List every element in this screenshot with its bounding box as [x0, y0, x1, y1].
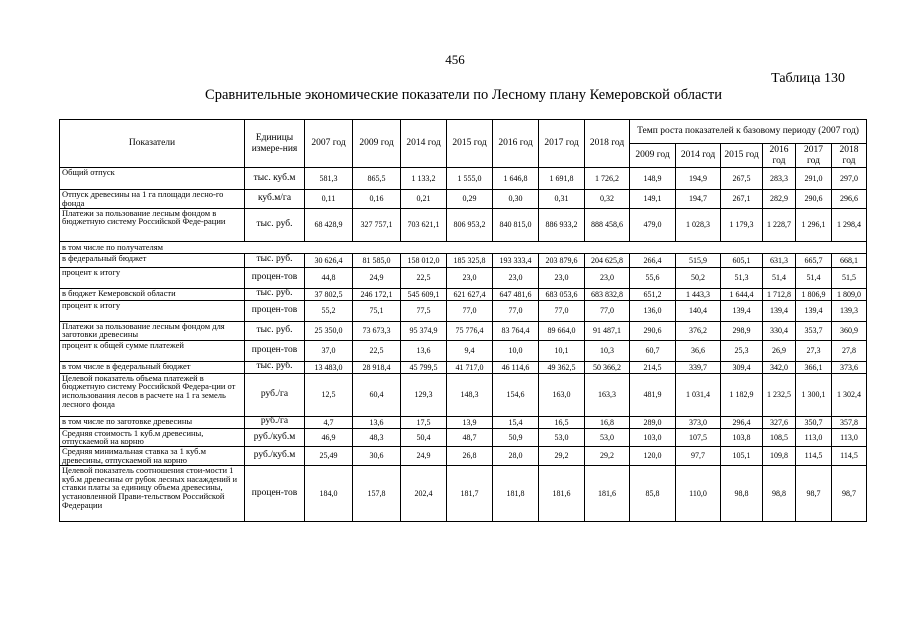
growth-cell: 1 806,9 — [796, 288, 832, 300]
value-cell: 77,0 — [447, 300, 493, 321]
growth-cell: 1 228,7 — [763, 208, 796, 241]
header-growth-year: 2015 год — [721, 144, 763, 168]
growth-cell: 309,4 — [721, 361, 763, 373]
value-cell: 30,6 — [353, 447, 401, 466]
table-row — [60, 373, 867, 416]
value-cell: 41 717,0 — [447, 361, 493, 373]
value-cell: 246 172,1 — [353, 288, 401, 300]
growth-cell: 327,6 — [763, 416, 796, 428]
table-body — [60, 168, 867, 522]
value-cell: 703 621,1 — [401, 208, 447, 241]
header-year: 2017 год — [539, 120, 585, 168]
growth-cell: 366,1 — [796, 361, 832, 373]
value-cell: 184,0 — [305, 465, 353, 521]
growth-cell: 350,7 — [796, 416, 832, 428]
value-cell: 865,5 — [353, 168, 401, 190]
growth-cell: 26,9 — [763, 340, 796, 361]
value-cell: 89 664,0 — [539, 321, 585, 340]
value-cell: 53,0 — [585, 428, 630, 447]
growth-cell: 25,3 — [721, 340, 763, 361]
indicator-name: Средняя стоимость 1 куб.м древесины, отпускаемой на корню — [60, 428, 245, 447]
growth-cell: 267,1 — [721, 190, 763, 209]
header-year: 2014 год — [401, 120, 447, 168]
value-cell: 68 428,9 — [305, 208, 353, 241]
growth-cell: 1 300,1 — [796, 373, 832, 416]
value-cell: 0,29 — [447, 190, 493, 209]
value-cell: 13 483,0 — [305, 361, 353, 373]
growth-cell: 51,5 — [832, 267, 867, 288]
growth-cell: 296,4 — [721, 416, 763, 428]
value-cell: 204 625,8 — [585, 253, 630, 267]
value-cell: 15,4 — [493, 416, 539, 428]
indicator-name: Отпуск древесины на 1 га площади лесно-го фонда — [60, 190, 245, 209]
header-growth-year: 2017 год — [796, 144, 832, 168]
growth-cell: 139,3 — [832, 300, 867, 321]
growth-cell: 282,9 — [763, 190, 796, 209]
value-cell: 154,6 — [493, 373, 539, 416]
growth-cell: 1 443,3 — [676, 288, 721, 300]
value-cell: 0,32 — [585, 190, 630, 209]
indicator-name: Общий отпуск — [60, 168, 245, 190]
indicator-name: Целевой показатель соотношения стои-мости 1 куб.м древесины от рубок лесных насаждений и ставки платы за единицу объема древесины, установленной Прави-тельством Российской Федерации — [60, 465, 245, 521]
unit-cell: тыс. руб. — [245, 253, 305, 267]
unit-cell: тыс. руб. — [245, 288, 305, 300]
header-growth-year: 2014 год — [676, 144, 721, 168]
table-row — [60, 300, 867, 321]
growth-cell: 481,9 — [630, 373, 676, 416]
growth-cell: 114,5 — [796, 447, 832, 466]
growth-cell: 140,4 — [676, 300, 721, 321]
value-cell: 60,4 — [353, 373, 401, 416]
growth-cell: 103,8 — [721, 428, 763, 447]
table-row — [60, 321, 867, 340]
header-units: Единицы измере-ния — [245, 120, 305, 168]
unit-cell: руб./га — [245, 416, 305, 428]
value-cell: 683 053,6 — [539, 288, 585, 300]
growth-cell: 194,7 — [676, 190, 721, 209]
value-cell: 50,9 — [493, 428, 539, 447]
growth-cell: 1 232,5 — [763, 373, 796, 416]
growth-cell: 27,3 — [796, 340, 832, 361]
growth-cell: 665,7 — [796, 253, 832, 267]
header-year: 2007 год — [305, 120, 353, 168]
value-cell: 45 799,5 — [401, 361, 447, 373]
value-cell: 55,2 — [305, 300, 353, 321]
table-row — [60, 190, 867, 209]
value-cell: 48,7 — [447, 428, 493, 447]
value-cell: 148,3 — [447, 373, 493, 416]
growth-cell: 266,4 — [630, 253, 676, 267]
value-cell: 17,5 — [401, 416, 447, 428]
growth-cell: 50,2 — [676, 267, 721, 288]
growth-cell: 148,9 — [630, 168, 676, 190]
growth-cell: 283,3 — [763, 168, 796, 190]
growth-cell: 110,0 — [676, 465, 721, 521]
indicator-name: в том числе по заготовке древесины — [60, 416, 245, 428]
growth-cell: 55,6 — [630, 267, 676, 288]
table-label: Таблица 130 — [771, 71, 845, 86]
growth-cell: 289,0 — [630, 416, 676, 428]
value-cell: 13,6 — [401, 340, 447, 361]
value-cell: 4,7 — [305, 416, 353, 428]
growth-cell: 1 298,4 — [832, 208, 867, 241]
unit-cell: руб./куб.м — [245, 428, 305, 447]
value-cell: 22,5 — [353, 340, 401, 361]
value-cell: 157,8 — [353, 465, 401, 521]
indicator-name: Платежи за пользование лесным фондом в бюджетную систему Российской Феде-рации — [60, 208, 245, 241]
value-cell: 37 802,5 — [305, 288, 353, 300]
header-growth-year: 2009 год — [630, 144, 676, 168]
value-cell: 29,2 — [585, 447, 630, 466]
table-row — [60, 288, 867, 300]
value-cell: 327 757,1 — [353, 208, 401, 241]
table-section-row — [60, 241, 867, 253]
growth-cell: 360,9 — [832, 321, 867, 340]
value-cell: 181,8 — [493, 465, 539, 521]
value-cell: 28 918,4 — [353, 361, 401, 373]
growth-cell: 605,1 — [721, 253, 763, 267]
value-cell: 23,0 — [539, 267, 585, 288]
value-cell: 202,4 — [401, 465, 447, 521]
value-cell: 0,30 — [493, 190, 539, 209]
growth-cell: 668,1 — [832, 253, 867, 267]
unit-cell: руб./га — [245, 373, 305, 416]
growth-cell: 139,4 — [763, 300, 796, 321]
growth-cell: 330,4 — [763, 321, 796, 340]
unit-cell: тыс. руб. — [245, 208, 305, 241]
growth-cell: 357,8 — [832, 416, 867, 428]
growth-cell: 1 296,1 — [796, 208, 832, 241]
section-label: в том числе по получателям — [60, 241, 867, 253]
value-cell: 621 627,4 — [447, 288, 493, 300]
value-cell: 185 325,8 — [447, 253, 493, 267]
table-row — [60, 253, 867, 267]
value-cell: 77,0 — [585, 300, 630, 321]
growth-cell: 479,0 — [630, 208, 676, 241]
value-cell: 10,3 — [585, 340, 630, 361]
value-cell: 77,0 — [539, 300, 585, 321]
value-cell: 12,5 — [305, 373, 353, 416]
unit-cell: тыс. руб. — [245, 321, 305, 340]
header-indicators: Показатели — [60, 120, 245, 168]
value-cell: 49 362,5 — [539, 361, 585, 373]
growth-cell: 376,2 — [676, 321, 721, 340]
value-cell: 46,9 — [305, 428, 353, 447]
value-cell: 806 953,2 — [447, 208, 493, 241]
value-cell: 50,4 — [401, 428, 447, 447]
header-growth: Темп роста показателей к базовому периоду (2007 год) — [630, 120, 867, 144]
value-cell: 75,1 — [353, 300, 401, 321]
unit-cell: тыс. руб. — [245, 361, 305, 373]
value-cell: 10,1 — [539, 340, 585, 361]
value-cell: 888 458,6 — [585, 208, 630, 241]
value-cell: 22,5 — [401, 267, 447, 288]
table-row — [60, 447, 867, 466]
indicators-table — [59, 119, 867, 522]
table-row — [60, 208, 867, 241]
header-year: 2015 год — [447, 120, 493, 168]
unit-cell: процен-тов — [245, 267, 305, 288]
growth-cell: 27,8 — [832, 340, 867, 361]
value-cell: 10,0 — [493, 340, 539, 361]
growth-cell: 97,7 — [676, 447, 721, 466]
growth-cell: 60,7 — [630, 340, 676, 361]
growth-cell: 373,0 — [676, 416, 721, 428]
value-cell: 25 350,0 — [305, 321, 353, 340]
table-row — [60, 168, 867, 190]
growth-cell: 214,5 — [630, 361, 676, 373]
value-cell: 0,16 — [353, 190, 401, 209]
value-cell: 24,9 — [353, 267, 401, 288]
growth-cell: 631,3 — [763, 253, 796, 267]
growth-cell: 296,6 — [832, 190, 867, 209]
growth-cell: 1 302,4 — [832, 373, 867, 416]
indicator-name: Платежи за пользование лесным фондом для заготовки древесины — [60, 321, 245, 340]
growth-cell: 136,0 — [630, 300, 676, 321]
growth-cell: 120,0 — [630, 447, 676, 466]
growth-cell: 103,0 — [630, 428, 676, 447]
value-cell: 26,8 — [447, 447, 493, 466]
unit-cell: куб.м/га — [245, 190, 305, 209]
value-cell: 24,9 — [401, 447, 447, 466]
value-cell: 16,8 — [585, 416, 630, 428]
value-cell: 0,31 — [539, 190, 585, 209]
value-cell: 48,3 — [353, 428, 401, 447]
value-cell: 16,5 — [539, 416, 585, 428]
value-cell: 647 481,6 — [493, 288, 539, 300]
growth-cell: 109,8 — [763, 447, 796, 466]
value-cell: 50 366,2 — [585, 361, 630, 373]
value-cell: 73 673,3 — [353, 321, 401, 340]
indicator-name: Средняя минимальная ставка за 1 куб.м древесины, отпускаемой на корню — [60, 447, 245, 466]
value-cell: 158 012,0 — [401, 253, 447, 267]
table-title: Сравнительные экономические показатели по Лесному плану Кемеровской области — [205, 87, 722, 103]
value-cell: 181,7 — [447, 465, 493, 521]
value-cell: 95 374,9 — [401, 321, 447, 340]
value-cell: 203 879,6 — [539, 253, 585, 267]
unit-cell: процен-тов — [245, 300, 305, 321]
value-cell: 28,0 — [493, 447, 539, 466]
value-cell: 0,11 — [305, 190, 353, 209]
value-cell: 53,0 — [539, 428, 585, 447]
growth-cell: 98,7 — [796, 465, 832, 521]
value-cell: 81 585,0 — [353, 253, 401, 267]
table-row — [60, 361, 867, 373]
table-header — [60, 120, 867, 168]
value-cell: 44,8 — [305, 267, 353, 288]
table-row — [60, 428, 867, 447]
growth-cell: 373,6 — [832, 361, 867, 373]
growth-cell: 51,4 — [796, 267, 832, 288]
growth-cell: 51,3 — [721, 267, 763, 288]
value-cell: 1 726,2 — [585, 168, 630, 190]
header-year: 2016 год — [493, 120, 539, 168]
value-cell: 9,4 — [447, 340, 493, 361]
growth-cell: 291,0 — [796, 168, 832, 190]
growth-cell: 1 179,3 — [721, 208, 763, 241]
header-year: 2018 год — [585, 120, 630, 168]
value-cell: 1 691,8 — [539, 168, 585, 190]
growth-cell: 290,6 — [630, 321, 676, 340]
unit-cell: процен-тов — [245, 465, 305, 521]
growth-cell: 98,8 — [721, 465, 763, 521]
growth-cell: 105,1 — [721, 447, 763, 466]
growth-cell: 113,0 — [832, 428, 867, 447]
value-cell: 75 776,4 — [447, 321, 493, 340]
growth-cell: 113,0 — [796, 428, 832, 447]
indicator-name: Целевой показатель объема платежей в бюджетную систему Российской Федера-ции от использования лесов в расчете на 1 га земель лесного фонда — [60, 373, 245, 416]
growth-cell: 290,6 — [796, 190, 832, 209]
growth-cell: 51,4 — [763, 267, 796, 288]
value-cell: 13,9 — [447, 416, 493, 428]
table-row — [60, 267, 867, 288]
growth-cell: 1 644,4 — [721, 288, 763, 300]
growth-cell: 515,9 — [676, 253, 721, 267]
value-cell: 1 555,0 — [447, 168, 493, 190]
growth-cell: 298,9 — [721, 321, 763, 340]
growth-cell: 297,0 — [832, 168, 867, 190]
growth-cell: 36,6 — [676, 340, 721, 361]
value-cell: 163,0 — [539, 373, 585, 416]
unit-cell: руб./куб.м — [245, 447, 305, 466]
value-cell: 23,0 — [585, 267, 630, 288]
page-number: 456 — [445, 52, 465, 67]
growth-cell: 339,7 — [676, 361, 721, 373]
growth-cell: 149,1 — [630, 190, 676, 209]
header-growth-year: 2018 год — [832, 144, 867, 168]
table-row — [60, 416, 867, 428]
growth-cell: 114,5 — [832, 447, 867, 466]
unit-cell: тыс. куб.м — [245, 168, 305, 190]
table-row — [60, 465, 867, 521]
value-cell: 13,6 — [353, 416, 401, 428]
growth-cell: 1 031,4 — [676, 373, 721, 416]
growth-cell: 98,7 — [832, 465, 867, 521]
value-cell: 181,6 — [539, 465, 585, 521]
value-cell: 30 626,4 — [305, 253, 353, 267]
growth-cell: 1 712,8 — [763, 288, 796, 300]
value-cell: 1 133,2 — [401, 168, 447, 190]
indicator-name: в бюджет Кемеровской области — [60, 288, 245, 300]
growth-cell: 651,2 — [630, 288, 676, 300]
growth-cell: 139,4 — [721, 300, 763, 321]
growth-cell: 139,4 — [796, 300, 832, 321]
value-cell: 77,0 — [493, 300, 539, 321]
growth-cell: 267,5 — [721, 168, 763, 190]
indicator-name: процент к итогу — [60, 267, 245, 288]
growth-cell: 108,5 — [763, 428, 796, 447]
value-cell: 683 832,8 — [585, 288, 630, 300]
unit-cell: процен-тов — [245, 340, 305, 361]
growth-cell: 1 182,9 — [721, 373, 763, 416]
value-cell: 77,5 — [401, 300, 447, 321]
value-cell: 0,21 — [401, 190, 447, 209]
value-cell: 545 609,1 — [401, 288, 447, 300]
table-row — [60, 340, 867, 361]
value-cell: 193 333,4 — [493, 253, 539, 267]
growth-cell: 342,0 — [763, 361, 796, 373]
growth-cell: 85,8 — [630, 465, 676, 521]
growth-cell: 353,7 — [796, 321, 832, 340]
value-cell: 23,0 — [493, 267, 539, 288]
growth-cell: 1 809,0 — [832, 288, 867, 300]
value-cell: 25,49 — [305, 447, 353, 466]
header-growth-year: 2016 год — [763, 144, 796, 168]
value-cell: 23,0 — [447, 267, 493, 288]
value-cell: 129,3 — [401, 373, 447, 416]
growth-cell: 1 028,3 — [676, 208, 721, 241]
value-cell: 163,3 — [585, 373, 630, 416]
value-cell: 29,2 — [539, 447, 585, 466]
indicator-name: в том числе в федеральный бюджет — [60, 361, 245, 373]
growth-cell: 194,9 — [676, 168, 721, 190]
value-cell: 581,3 — [305, 168, 353, 190]
value-cell: 83 764,4 — [493, 321, 539, 340]
indicator-name: процент к итогу — [60, 300, 245, 321]
header-year: 2009 год — [353, 120, 401, 168]
value-cell: 181,6 — [585, 465, 630, 521]
indicator-name: процент к общей сумме платежей — [60, 340, 245, 361]
value-cell: 91 487,1 — [585, 321, 630, 340]
growth-cell: 107,5 — [676, 428, 721, 447]
value-cell: 1 646,8 — [493, 168, 539, 190]
growth-cell: 98,8 — [763, 465, 796, 521]
value-cell: 840 815,0 — [493, 208, 539, 241]
value-cell: 46 114,6 — [493, 361, 539, 373]
indicator-name: в федеральный бюджет — [60, 253, 245, 267]
value-cell: 886 933,2 — [539, 208, 585, 241]
value-cell: 37,0 — [305, 340, 353, 361]
